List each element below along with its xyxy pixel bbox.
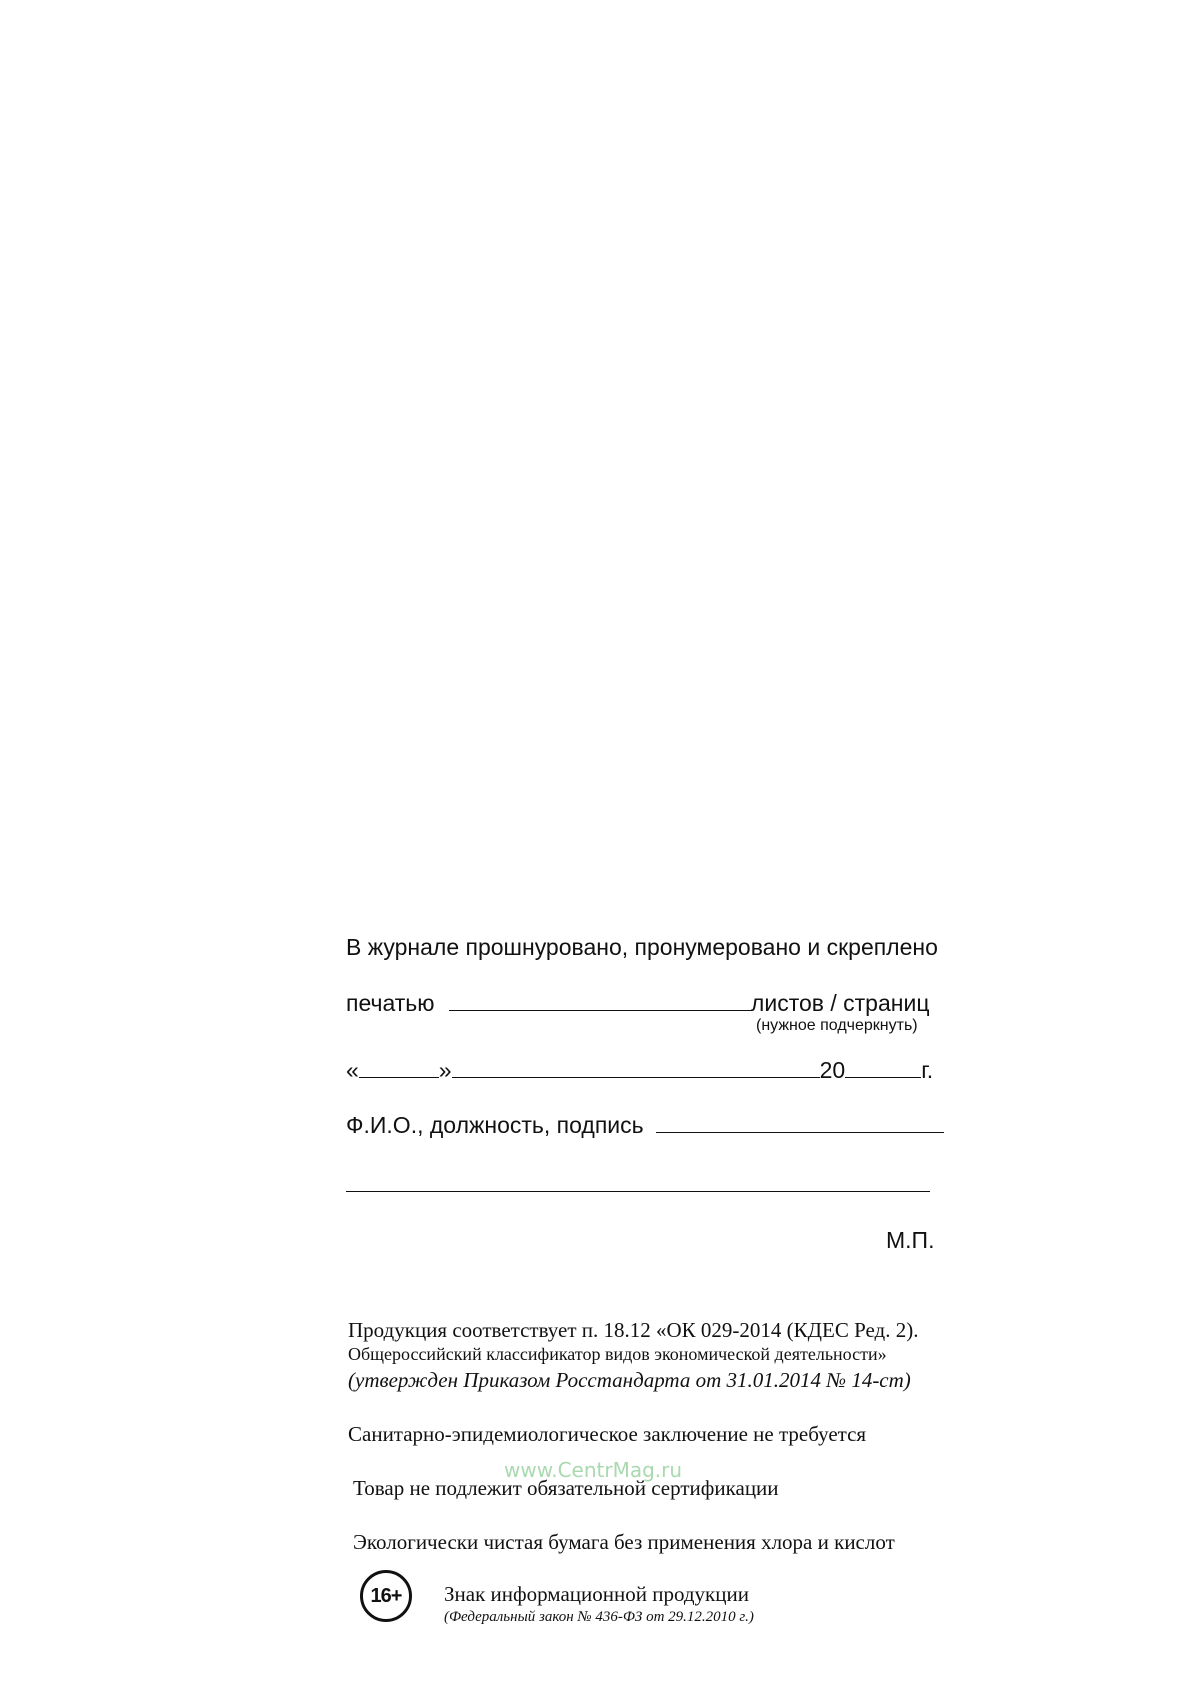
- fio-line: [346, 1112, 944, 1139]
- sanitary-notice: Санитарно-эпидемиологическое заключение не требуется: [348, 1422, 867, 1446]
- date-line: [346, 1057, 933, 1084]
- form-line-1: В журнале прошнуровано, пронумеровано и скреплено: [346, 934, 938, 960]
- sheets-pages-label: листов / страниц: [750, 990, 930, 1016]
- info-product-sign-title: Знак информационной продукции: [444, 1582, 749, 1606]
- year-suffix: г.: [921, 1057, 934, 1083]
- fio-label: Ф.И.О., должность, подпись: [346, 1112, 644, 1138]
- eco-paper-notice: Экологически чистая бумага без применения хлора и кислот: [353, 1530, 895, 1554]
- fio-blank[interactable]: [656, 1114, 944, 1133]
- date-open-quote: «: [346, 1057, 359, 1083]
- seal-label: печатью: [346, 990, 435, 1016]
- federal-law-reference: (Федеральный закон № 436-ФЗ от 29.12.2010 г.): [444, 1609, 754, 1625]
- stamp-label: М.П.: [886, 1227, 935, 1253]
- year-blank[interactable]: [845, 1059, 921, 1078]
- cert-line-1: Продукция соответствует п. 18.12 «ОК 029-2014 (КДЕС Ред. 2).: [348, 1318, 919, 1342]
- underline-hint: (нужное подчеркнуть): [756, 1017, 918, 1034]
- month-blank[interactable]: [452, 1059, 820, 1078]
- year-prefix: 20: [819, 1057, 846, 1083]
- form-line-2: [346, 990, 930, 1017]
- sheets-count-blank[interactable]: [449, 992, 751, 1011]
- signature-line[interactable]: [346, 1191, 930, 1192]
- watermark: www.CentrMag.ru: [504, 1458, 683, 1482]
- date-close-quote: »: [438, 1057, 452, 1083]
- day-blank[interactable]: [359, 1059, 439, 1078]
- cert-line-2: Общероссийский классификатор видов экономической деятельности»: [348, 1344, 887, 1364]
- cert-line-3: (утвержден Приказом Росстандарта от 31.01.2014 № 14-ст): [348, 1368, 911, 1392]
- age-rating-label: 16+: [370, 1584, 402, 1607]
- age-rating-16-icon: [360, 1570, 412, 1622]
- no-certification-notice: Товар не подлежит обязательной сертификации: [353, 1476, 779, 1500]
